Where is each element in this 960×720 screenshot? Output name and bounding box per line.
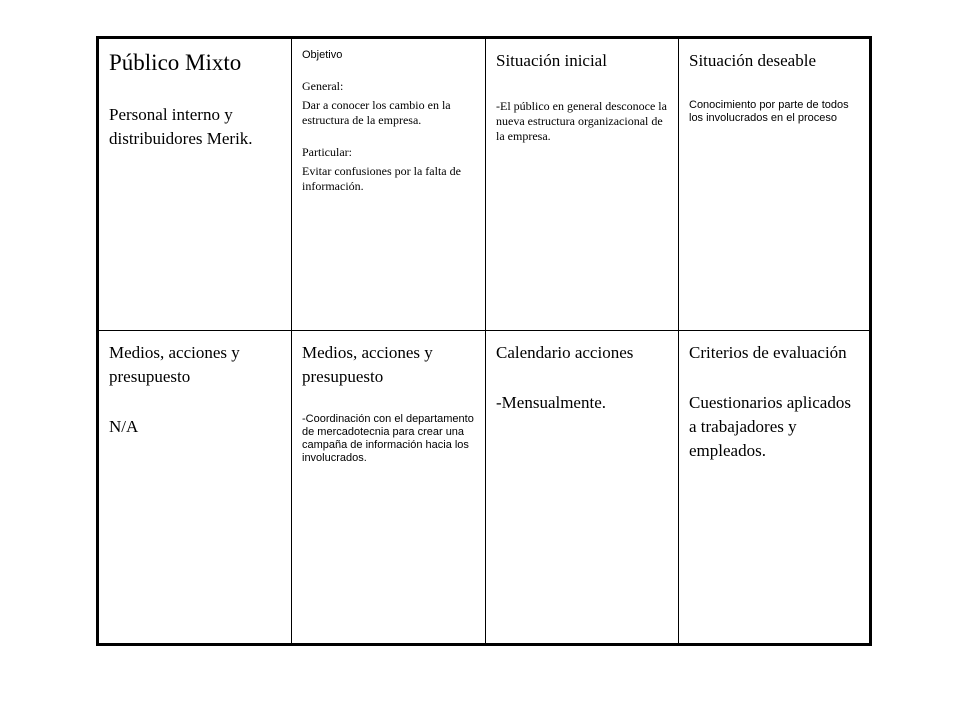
general-text: Dar a conocer los cambio en la estructura de la empresa.: [302, 98, 451, 127]
media-budget-heading: Medios, acciones y presupuesto: [109, 343, 240, 386]
media-actions-text: -Coordinación con el departamento de mercadotecnia para crear una campaña de información hacia los involucrados.: [302, 413, 474, 464]
evaluation-text: Cuestionarios aplicados a trabajadores y empleados.: [689, 393, 851, 460]
cell-calendar: [486, 331, 679, 643]
cell-desired-situation: [679, 39, 869, 331]
media-actions-heading: Medios, acciones y presupuesto: [302, 343, 433, 386]
communication-plan-table: [96, 36, 872, 646]
calendar-value: -Mensualmente.: [496, 393, 606, 412]
audience-title: Público Mixto: [109, 50, 242, 75]
evaluation-heading: Criterios de evaluación: [689, 343, 847, 362]
media-budget-value: N/A: [109, 417, 139, 436]
cell-evaluation: [679, 331, 869, 643]
particular-text: Evitar confusiones por la falta de información.: [302, 164, 461, 193]
desired-situation-heading: Situación deseable: [689, 51, 816, 70]
cell-initial-situation: [486, 39, 679, 331]
cell-media-budget: [99, 331, 292, 643]
audience-description: Personal interno y distribuidores Merik.: [109, 105, 253, 148]
objective-label: Objetivo: [302, 49, 343, 61]
cell-media-actions: [292, 331, 486, 643]
cell-audience: [99, 39, 292, 331]
particular-label: Particular:: [302, 145, 352, 159]
initial-situation-text: -El público en general desconoce la nueva estructura organizacional de la empresa.: [496, 99, 667, 143]
initial-situation-heading: Situación inicial: [496, 51, 607, 70]
general-label: General:: [302, 79, 344, 93]
desired-situation-text: Conocimiento por parte de todos los involucrados en el proceso: [689, 99, 849, 124]
calendar-heading: Calendario acciones: [496, 343, 634, 362]
cell-objective: [292, 39, 486, 331]
